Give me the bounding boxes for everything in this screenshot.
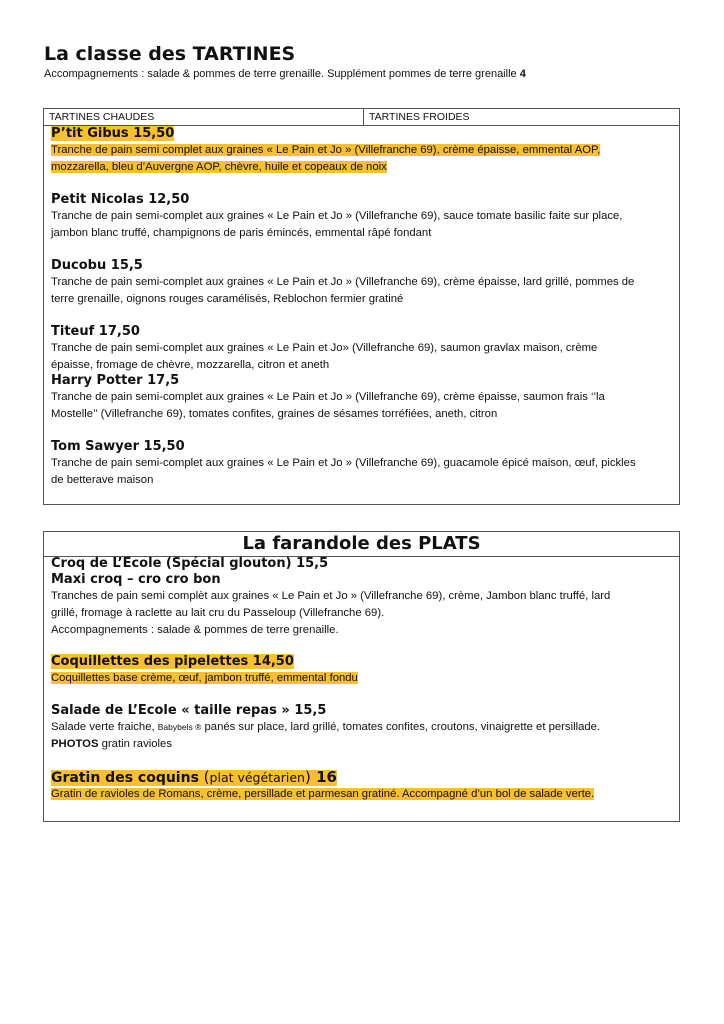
item-desc-line: de betterave maison — [51, 474, 154, 486]
item-desc-line: Tranche de pain semi-complet aux graines « Le Pain et Jo » (Villefranche 69), crème épaisse, lard grillé, pommes de — [51, 276, 635, 288]
menu-item-petit-nicolas — [51, 192, 675, 242]
photos-text: gratin ravioles — [98, 738, 172, 750]
menu-section-title-plats: La farandole des PLATS — [44, 532, 679, 557]
item-desc-line: grillé, fromage à raclette au lait cru du Passeloup (Villefranche 69). — [51, 607, 385, 619]
plats-table — [43, 531, 680, 822]
supplement-price: 4 — [519, 68, 526, 80]
item-name: P’tit Gibus 15,50 — [51, 126, 175, 141]
tartines-subtitle — [44, 67, 526, 81]
item-desc-line: Accompagnements : salade & pommes de terre grenaille. — [51, 624, 339, 636]
item-desc-line: Coquillettes base crème, œuf, jambon truffé, emmental fondu — [51, 672, 358, 684]
item-name: Ducobu 15,5 — [51, 258, 143, 273]
item-desc-line: épaisse, fromage de chèvre, mozzarella, citron et aneth — [51, 359, 330, 371]
photos-label: PHOTOS — [51, 738, 99, 750]
menu-item-croq — [51, 556, 675, 639]
menu-item-gratin — [51, 769, 675, 803]
item-desc-line: mozzarella, bleu d’Auvergne AOP, chèvre, huile et copeaux de noix — [51, 161, 387, 173]
item-name: Harry Potter 17,5 — [51, 373, 180, 388]
item-price: 16 — [310, 768, 337, 786]
item-desc-line: Tranche de pain semi-complet aux graines « Le Pain et Jo» (Villefranche 69), saumon gravlax maison, crème — [51, 342, 598, 354]
item-name: Coquillettes des pipelettes 14,50 — [51, 654, 294, 669]
item-desc-line: Tranche de pain semi-complet aux graines « Le Pain et Jo » (Villefranche 69), crème épaisse, saumon frais ‘’la — [51, 391, 605, 403]
subtitle-text: Accompagnements : salade & pommes de terre grenaille. Supplément pommes de terre grenaille — [44, 68, 517, 80]
item-desc-line — [51, 736, 675, 753]
item-desc-line: Tranches de pain semi complèt aux graines « Le Pain et Jo » (Villefranche 69), crème, Jambon blanc truffé, lard — [51, 590, 611, 602]
menu-item-tom-sawyer — [51, 439, 675, 489]
menu-section-title-tartines: La classe des TARTINES — [44, 43, 296, 65]
menu-item-salade — [51, 703, 675, 753]
desc-part-small: Babybels ® — [157, 722, 202, 732]
menu-item-coquillettes — [51, 654, 675, 687]
item-name: Croq de L’Ecole (Spécial glouton) 15,5 — [51, 556, 329, 571]
item-name-secondary: Maxi croq – cro cro bon — [51, 572, 221, 587]
item-desc-line: Tranche de pain semi-complet aux graines « Le Pain et Jo » (Villefranche 69), guacamole épicé maison, œuf, pickles — [51, 457, 636, 469]
item-desc-line: Tranche de pain semi-complet aux graines « Le Pain et Jo » (Villefranche 69), sauce tomate basilic faite sur place, — [51, 210, 623, 222]
vegetarian-label: plat végétarien — [209, 770, 305, 785]
menu-item-harry-potter — [51, 373, 675, 423]
item-desc-line: terre grenaille, oignons rouges caramélisés, Reblochon fermier gratiné — [51, 293, 404, 305]
item-desc-line: Gratin de ravioles de Romans, crème, persillade et parmesan gratiné. Accompagné d’un bol de salade verte. — [51, 788, 595, 800]
paren-open: ( — [198, 768, 210, 786]
column-header-froides: TARTINES FROIDES — [364, 109, 679, 126]
item-name: Salade de L’Ecole « taille repas » 15,5 — [51, 703, 327, 718]
item-name: Tom Sawyer 15,50 — [51, 439, 185, 454]
item-name-main: Gratin des coquins — [51, 770, 199, 786]
item-desc-line: jambon blanc truffé, champignons de paris émincés, emmental râpé fondant — [51, 227, 432, 239]
desc-part: panés sur place, lard grillé, tomates confites, croutons, vinaigrette et persillade. — [201, 721, 601, 733]
menu-item-titeuf — [51, 324, 675, 374]
menu-item-ducobu — [51, 258, 675, 308]
column-header-chaudes: TARTINES CHAUDES — [44, 109, 364, 126]
item-desc-line: Mostelle’’ (Villefranche 69), tomates confites, graines de sésames torréfiées, aneth, citron — [51, 408, 498, 420]
item-name — [51, 770, 337, 786]
menu-item-ptit-gibus — [51, 126, 675, 176]
item-name: Titeuf 17,50 — [51, 324, 140, 339]
item-name: Petit Nicolas 12,50 — [51, 192, 190, 207]
tartines-table — [43, 108, 680, 505]
desc-part: Salade verte fraiche, — [51, 721, 158, 733]
paren-close: ) — [304, 768, 311, 786]
item-desc-line — [51, 719, 675, 736]
item-desc-line: Tranche de pain semi complet aux graines « Le Pain et Jo » (Villefranche 69), crème épaisse, emmental AOP, — [51, 144, 601, 156]
